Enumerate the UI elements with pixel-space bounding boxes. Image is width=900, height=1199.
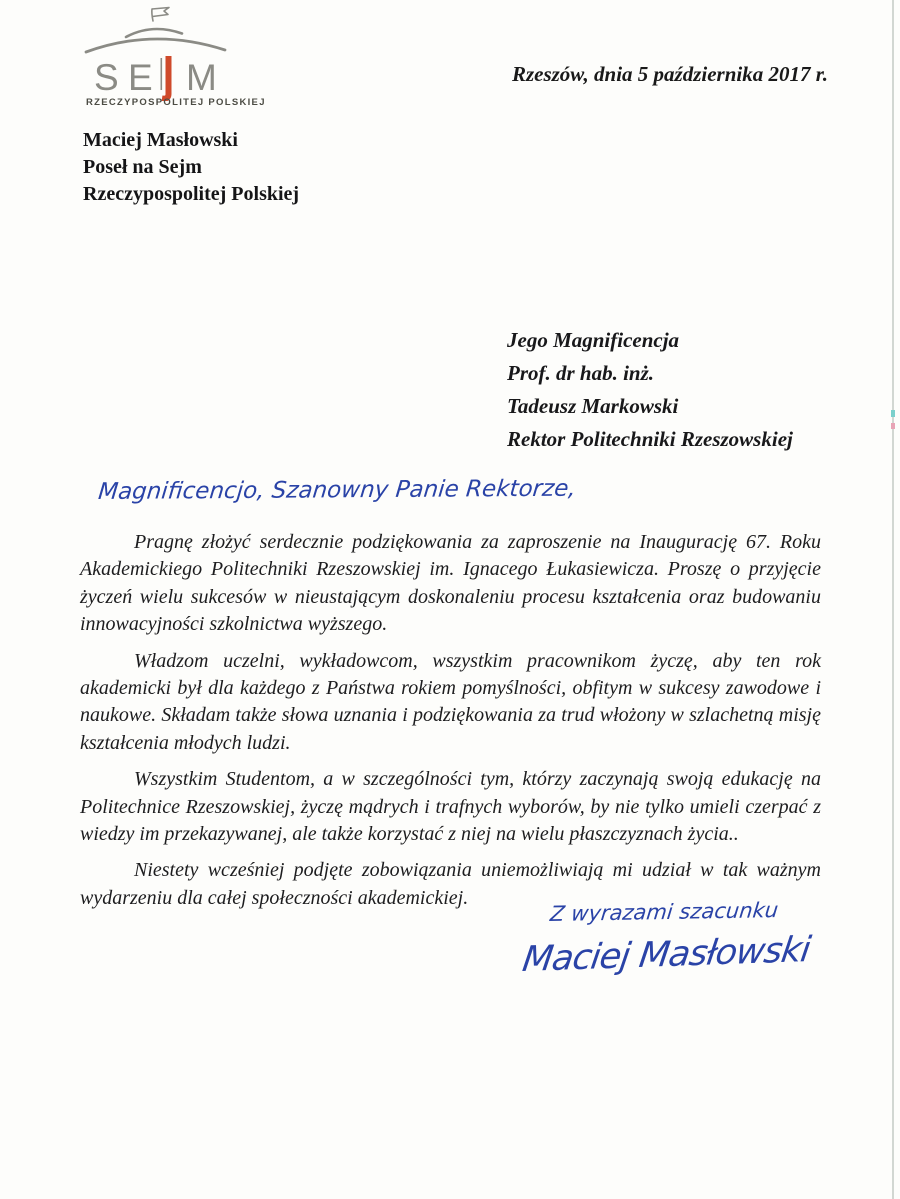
handwritten-signature: Maciej Masłowski <box>520 930 813 980</box>
handwritten-salutation: Magnificencjo, Szanowny Panie Rektorze, <box>97 475 578 505</box>
logo-letter-m: M <box>186 57 217 98</box>
recipient-block <box>507 324 793 456</box>
scan-artifact-vertical-line <box>892 0 894 1199</box>
body-paragraph-1: Pragnę złożyć serdecznie podziękowania za zaproszenie na Inaugurację 67. Roku Akademickiego Politechniki Rzeszowskiej im. Ignacego Łukasiewicza. Proszę o przyjęcie życzeń wielu sukcesów w nieustającym doskonaleniu procesu kształcenia oraz budowaniu innowacyjności szkolnictwa wyższego. <box>80 531 821 636</box>
logo-j-gray-stroke <box>161 58 163 90</box>
logo-subtitle: RZECZYPOSPOLITEJ POLSKIEJ <box>86 97 266 108</box>
recipient-honorific: Jego Magnificencja <box>507 328 680 352</box>
sejm-emblem-graphic <box>82 6 234 101</box>
flag-icon <box>152 8 169 22</box>
recipient-degrees: Prof. dr hab. inż. <box>507 361 655 385</box>
body-paragraph-3: Wszystkim Studentom, a w szczególności tym, którzy zaczynają swoją edukację na Politechnice Rzeszowskiej, życzę mądrych i trafnych wyborów, by nie tylko umieli czerpać z wiedzy im przekazywanej, ale także korzystać z niej na wielu płaszczyznach życia.. <box>80 768 821 846</box>
scan-artifact-teal-mark <box>891 410 895 417</box>
logo-letter-s: S <box>94 57 119 98</box>
logo-letter-e: E <box>128 57 153 98</box>
body-paragraph-4: Niestety wcześniej podjęte zobowiązania uniemożliwiają mi udział w tak ważnym wydarzeniu dla całej społeczności akademickiej. <box>80 859 821 909</box>
letter-body <box>80 529 821 921</box>
recipient-name: Tadeusz Markowski <box>507 394 679 418</box>
dome-lower-arc <box>86 39 225 52</box>
sender-block <box>83 127 299 208</box>
recipient-position: Rektor Politechniki Rzeszowskiej <box>507 427 793 451</box>
sender-name: Maciej Masłowski <box>83 129 238 151</box>
scan-artifact-pink-mark <box>891 423 895 429</box>
logo-letter-j-red <box>162 56 169 99</box>
sender-title-line2: Rzeczypospolitej Polskiej <box>83 183 300 205</box>
dome-upper-arc <box>126 29 182 37</box>
sejm-logo <box>82 6 266 108</box>
body-paragraph-2: Władzom uczelni, wykładowcom, wszystkim pracownikom życzę, aby ten rok akademicki był dla każdego z Państwa rokiem pomyślności, obfitym w sukcesy zawodowe i naukowe. Składam także słowa uznania i podziękowania za trud włożony w szlachetną misję kształcenia młodych ludzi. <box>80 649 821 754</box>
dateline: Rzeszów, dnia 5 października 2017 r. <box>511 62 828 86</box>
handwritten-closing: Z wyrazami szacunku <box>549 898 780 926</box>
sender-title: Poseł na Sejm <box>83 156 202 178</box>
